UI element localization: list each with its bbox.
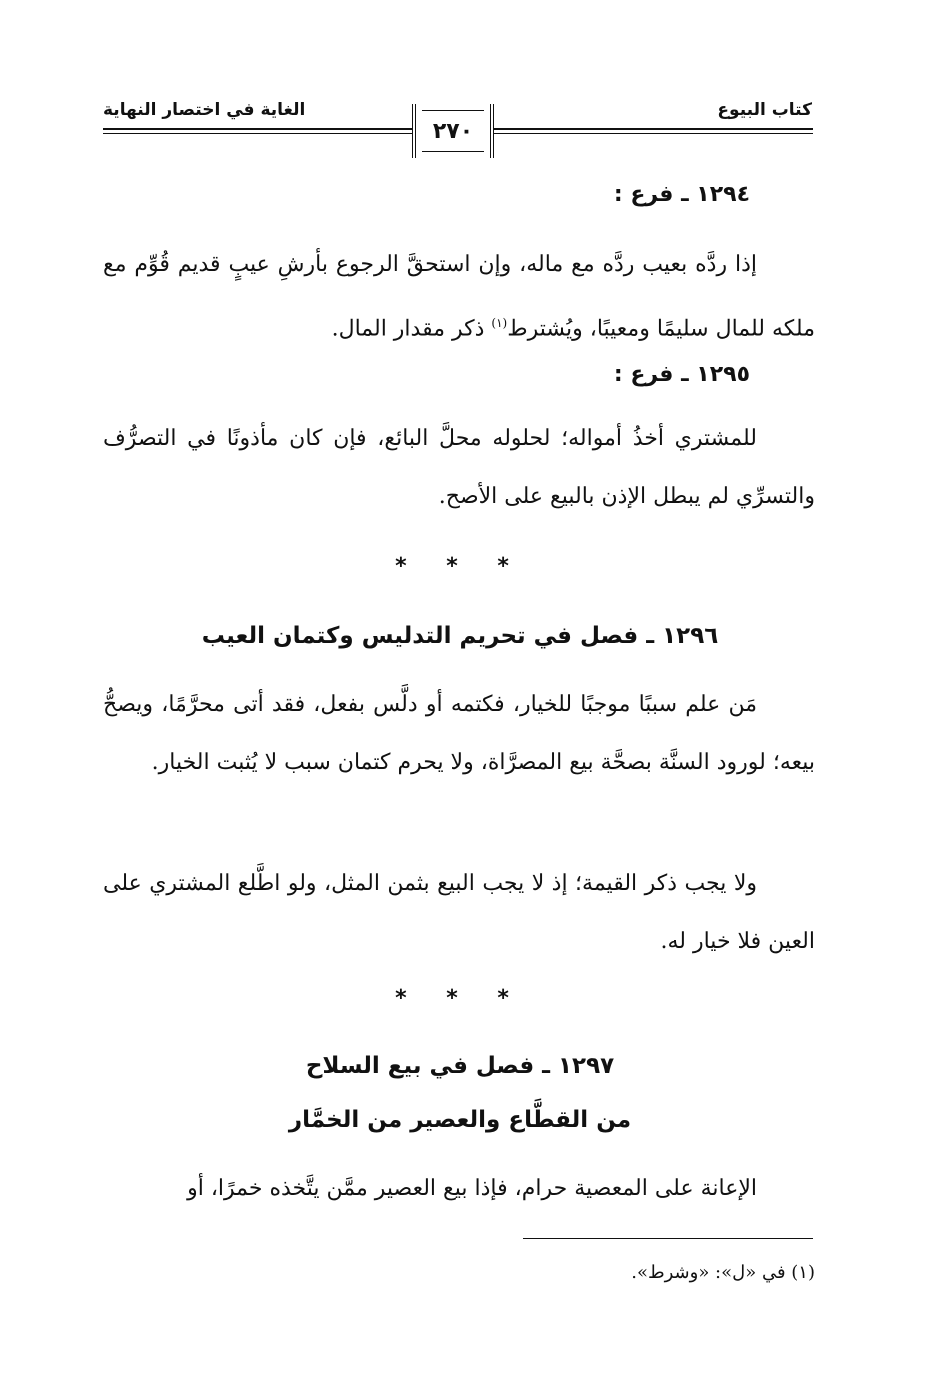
heading-1294: ١٢٩٤ ـ فرع : bbox=[613, 182, 750, 207]
footnote-ref[interactable]: (١) bbox=[491, 316, 508, 330]
page-number: ٢٧٠ bbox=[412, 104, 494, 158]
paragraph-1294-text-end: ذكر مقدار المال. bbox=[331, 316, 492, 342]
paragraph-1297: الإعانة على المعصية حرام، فإذا بيع العصير ممَّن يتَّخذه خمرًا، أو bbox=[187, 1176, 757, 1201]
paragraph-1296-a: مَن علم سببًا موجبًا للخيار، فكتمه أو دلَّس بفعل، فقد أتى محرَّمًا، ويصحُّ بيعه؛ لورود السنَّة بصحَّة بيع المصرَّاة، ولا يحرم كتمان سبب لا يُثبت الخيار. bbox=[103, 692, 815, 775]
footnote-rule bbox=[523, 1238, 813, 1239]
running-header-title: الغاية في اختصار النهاية bbox=[103, 100, 306, 120]
footnote-1: (١) في «ل»: «وشرط». bbox=[631, 1262, 815, 1283]
section-separator: * * * bbox=[395, 554, 525, 579]
section-separator-2: * * * bbox=[395, 986, 525, 1011]
paragraph-1294 bbox=[103, 236, 815, 358]
running-header-chapter: كتاب البيوع bbox=[717, 100, 812, 120]
section-title-1297-line1: ١٢٩٧ ـ فصل في بيع السلاح bbox=[305, 1053, 615, 1079]
paragraph-1295: للمشتري أخذُ أمواله؛ لحلوله محلَّ البائع، فإن كان مأذونًا في التصرُّف والتسرِّي لم يبطل الإذن بالبيع على الأصح. bbox=[103, 426, 815, 509]
section-title-1296: ١٢٩٦ ـ فصل في تحريم التدليس وكتمان العيب bbox=[201, 623, 719, 649]
section-title-1297-line2: من القطَّاع والعصير من الخمَّار bbox=[288, 1107, 632, 1133]
heading-1295: ١٢٩٥ ـ فرع : bbox=[613, 362, 750, 387]
paragraph-1296-b: ولا يجب ذكر القيمة؛ إذ لا يجب البيع بثمن المثل، ولو اطَّلع المشتري على العين فلا خيار له. bbox=[103, 871, 815, 954]
paragraph-1294-text: إذا ردَّه بعيب ردَّه مع ماله، وإن استحقَّ الرجوع بأرشِ عيبٍ قديم قُوِّم مع ملكه للمال سليمًا ومعيبًا، ويُشترط bbox=[103, 252, 815, 342]
